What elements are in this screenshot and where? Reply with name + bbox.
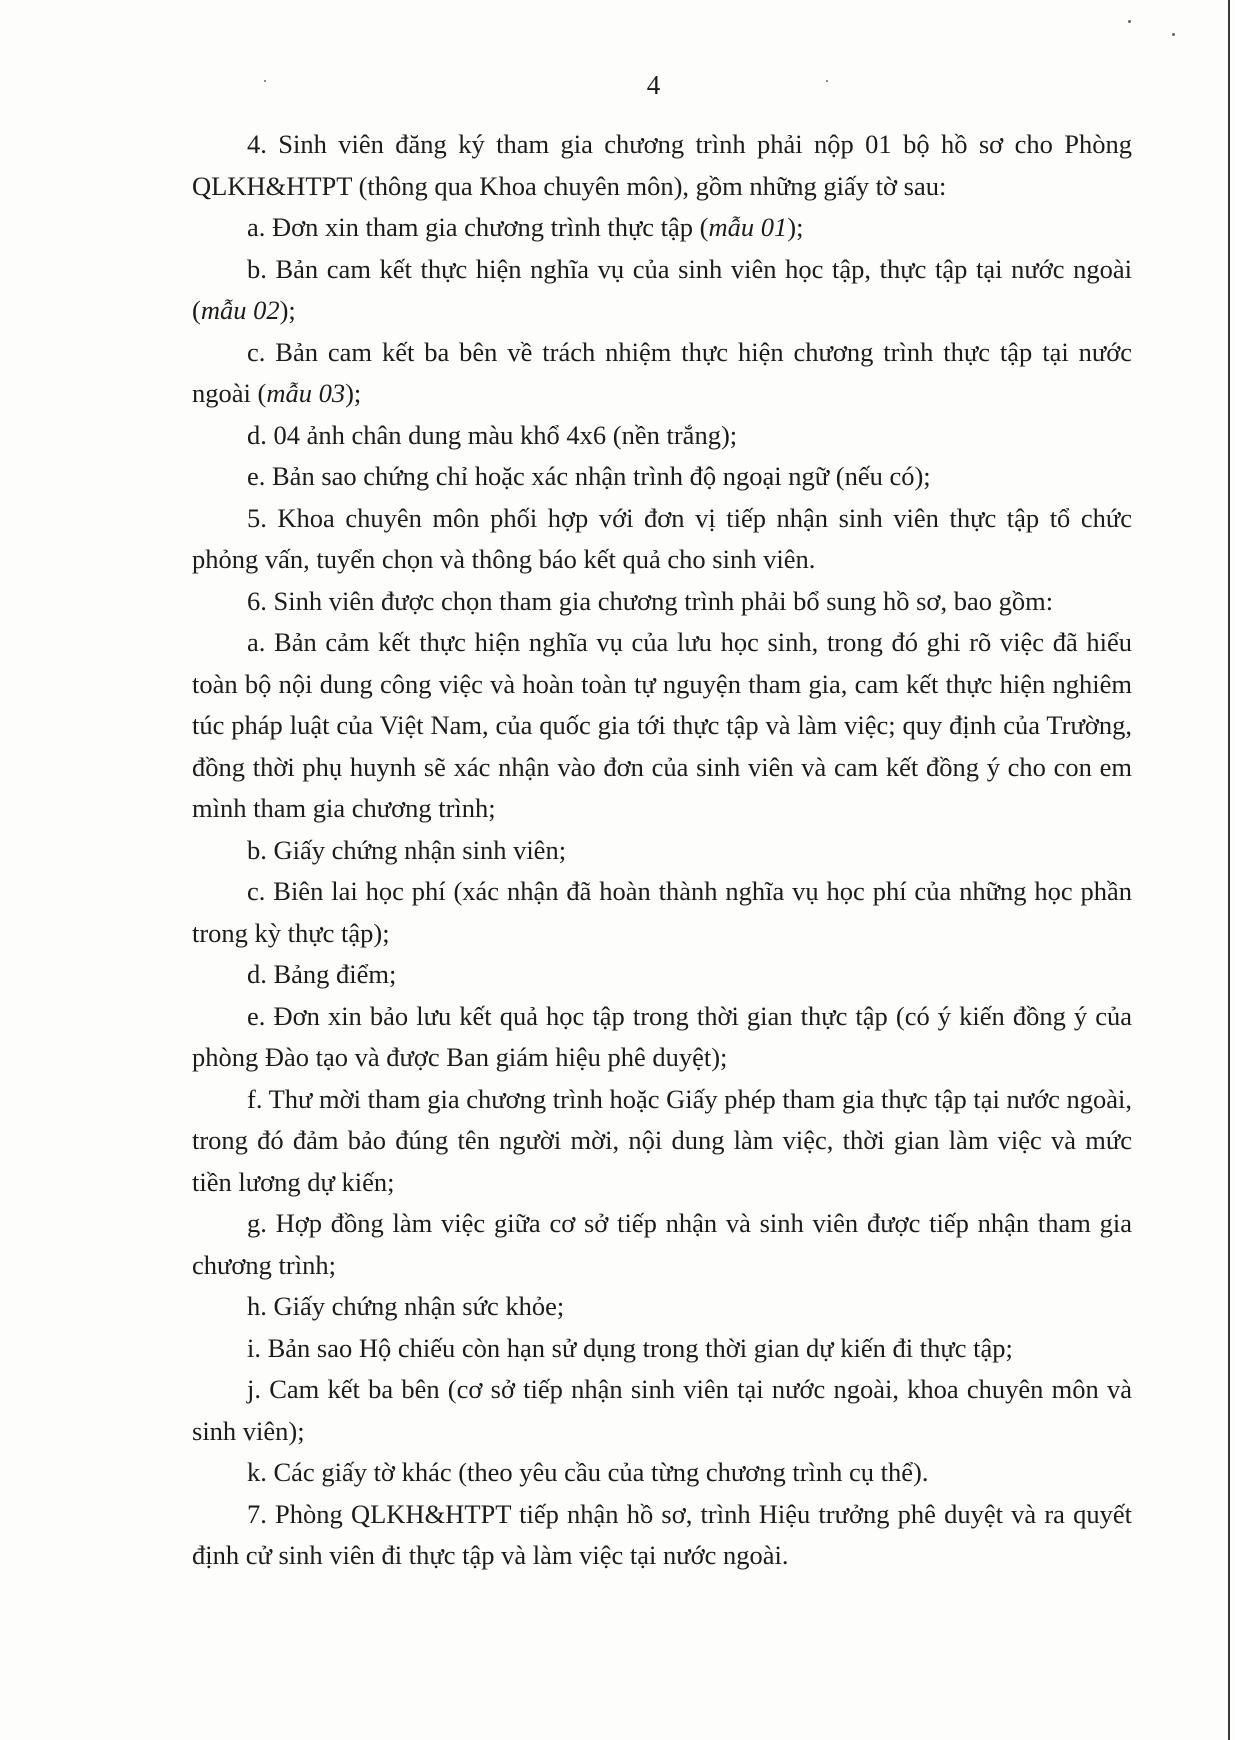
paragraph-item-6i: i. Bản sao Hộ chiếu còn hạn sử dụng trong thời gian dự kiến đi thực tập; <box>247 1332 1013 1363</box>
paragraph-item-4d: d. 04 ảnh chân dung màu khổ 4x6 (nền trắng); <box>247 419 738 450</box>
paragraph-item-6c: c. Biên lai học phí (xác nhận đã hoàn thành nghĩa vụ học phí của những học phần trong kỳ thực tập); <box>192 876 1132 948</box>
paragraph-item-6g: g. Hợp đồng làm việc giữa cơ sở tiếp nhận và sinh viên được tiếp nhận tham gia chương trình; <box>192 1208 1132 1280</box>
paragraph-item-4b <box>192 249 1132 332</box>
paragraph-text: ); <box>345 378 362 408</box>
paragraph-text: ); <box>787 212 804 242</box>
paragraph-item-6a: a. Bản cảm kết thực hiện nghĩa vụ của lưu học sinh, trong đó ghi rõ việc đã hiểu toàn bộ nội dung công việc và hoàn toàn tự nguyện tham gia, cam kết thực hiện nghiêm túc pháp luật của Việt Nam, của quốc gia tới thực tập và làm việc; quy định của Trường, đồng thời phụ huynh sẽ xác nhận vào đơn của sinh viên và cam kết đồng ý cho con em mình tham gia chương trình; <box>192 627 1132 823</box>
paragraph-item-7: 7. Phòng QLKH&HTPT tiếp nhận hồ sơ, trình Hiệu trưởng phê duyệt và ra quyết định cử sinh viên đi thực tập và làm việc tại nước ngoài. <box>192 1498 1132 1570</box>
paragraph-item-6f: f. Thư mời tham gia chương trình hoặc Giấy phép tham gia thực tập tại nước ngoài, trong đó đảm bảo đúng tên người mời, nội dung làm việc, thời gian làm việc và mức tiền lương dự kiến; <box>192 1083 1132 1197</box>
paragraph-item-6e: e. Đơn xin bảo lưu kết quả học tập trong thời gian thực tập (có ý kiến đồng ý của phòng Đào tạo và được Ban giám hiệu phê duyệt); <box>192 1000 1132 1072</box>
paragraph-item-5: 5. Khoa chuyên môn phối hợp với đơn vị tiếp nhận sinh viên thực tập tổ chức phỏng vấn, tuyển chọn và thông báo kết quả cho sinh viên. <box>192 502 1132 574</box>
page-edge-line <box>1228 0 1230 1740</box>
paragraph-text: c. Bản cam kết ba bên về trách nhiệm thực hiện chương trình thực tập tại nước ngoài ( <box>192 336 1132 408</box>
paragraph-text: ); <box>279 295 296 325</box>
form-reference: mẫu 01 <box>708 212 788 242</box>
paragraph-item-6b: b. Giấy chứng nhận sinh viên; <box>247 834 567 865</box>
paragraph-text: b. Bản cam kết thực hiện nghĩa vụ của sinh viên học tập, thực tập tại nước ngoài ( <box>192 253 1132 325</box>
page-number: 4 <box>646 70 661 100</box>
scan-speck <box>1128 20 1131 23</box>
form-reference: mẫu 03 <box>266 378 346 408</box>
paragraph-item-4: 4. Sinh viên đăng ký tham gia chương trình phải nộp 01 bộ hồ sơ cho Phòng QLKH&HTPT (thông qua Khoa chuyên môn), gồm những giấy tờ sau: <box>192 129 1132 201</box>
paragraph-item-6d: d. Bảng điểm; <box>247 959 397 989</box>
form-reference: mẫu 02 <box>200 295 280 325</box>
paragraph-item-4c <box>192 332 1132 415</box>
paragraph-item-6: 6. Sinh viên được chọn tham gia chương trình phải bổ sung hồ sơ, bao gồm: <box>247 585 1054 616</box>
paragraph-item-6h: h. Giấy chứng nhận sức khỏe; <box>247 1291 565 1321</box>
paragraph-text: a. Đơn xin tham gia chương trình thực tập ( <box>247 212 709 242</box>
paragraph-item-6k: k. Các giấy tờ khác (theo yêu cầu của từng chương trình cụ thể). <box>247 1457 929 1487</box>
document-body <box>192 124 1132 1577</box>
paragraph-item-4e: e. Bản sao chứng chỉ hoặc xác nhận trình độ ngoại ngữ (nếu có); <box>247 461 931 491</box>
paragraph-item-6j: j. Cam kết ba bên (cơ sở tiếp nhận sinh viên tại nước ngoài, khoa chuyên môn và sinh viên); <box>192 1374 1132 1446</box>
paragraph-item-4a <box>192 207 1132 249</box>
scan-speck <box>1172 33 1175 36</box>
